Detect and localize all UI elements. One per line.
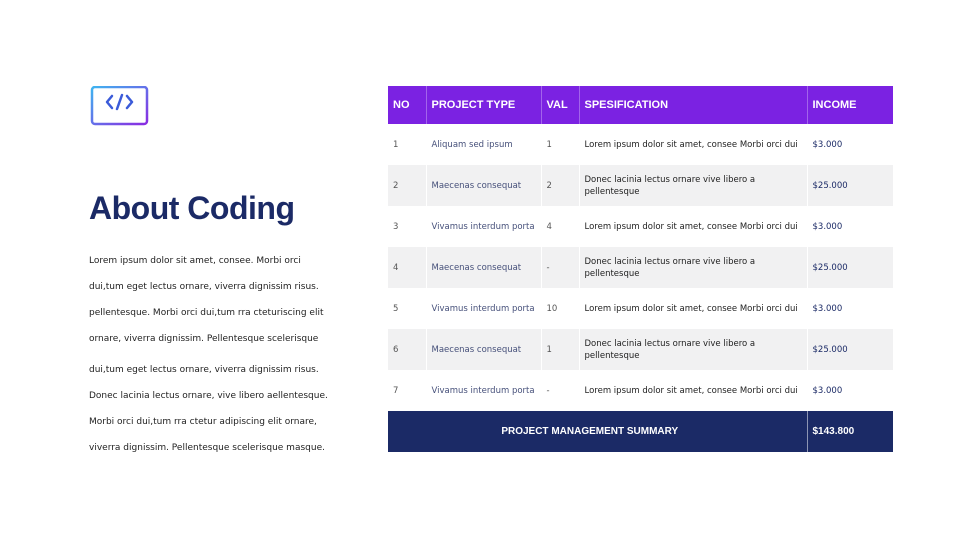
cell-no: 3: [388, 206, 426, 247]
paragraph-line: dui,tum eget lectus ornare, viverra dignissim risus.: [89, 282, 319, 292]
paragraph-line: Morbi orci dui,tum rra ctetur adipiscing elit ornare,: [89, 417, 317, 427]
paragraph-line: dui,tum eget lectus ornare, viverra dignissim risus.: [89, 365, 319, 375]
table-row: [388, 247, 893, 288]
cell-val: 1: [541, 124, 579, 165]
page-title: About Coding: [89, 190, 295, 226]
paragraph-line: Donec lacinia lectus ornare, vive libero aellentesque.: [89, 391, 328, 401]
cell-specification: Lorem ipsum dolor sit amet, consee Morbi orci dui: [579, 288, 807, 329]
column-header-income: INCOME: [812, 99, 857, 111]
column-header-no: NO: [388, 86, 426, 124]
cell-project-type: Vivamus interdum porta: [426, 206, 541, 247]
table-header-row: [388, 86, 893, 124]
project-table: [388, 86, 894, 452]
cell-no: 5: [388, 288, 426, 329]
paragraph-line: Lorem ipsum dolor sit amet, consee. Morbi orci: [89, 256, 301, 266]
cell-val: 2: [541, 165, 579, 206]
cell-income: $3.000: [807, 124, 893, 165]
column-header-specification: SPESIFICATION: [579, 86, 807, 124]
cell-specification: Donec lacinia lectus ornare vive libero a pellentesque: [579, 247, 807, 288]
cell-specification: Donec lacinia lectus ornare vive libero a pellentesque: [579, 165, 807, 206]
cell-val: 1: [541, 329, 579, 370]
table-row: [388, 329, 893, 370]
cell-income: $25.000: [807, 329, 893, 370]
cell-specification: Lorem ipsum dolor sit amet, consee Morbi orci dui: [579, 206, 807, 247]
cell-val: 4: [541, 206, 579, 247]
intro-paragraph: [89, 248, 339, 352]
cell-project-type: Vivamus interdum porta: [426, 370, 541, 411]
detail-paragraph: [89, 357, 339, 461]
cell-val: -: [541, 370, 579, 411]
cell-specification: Donec lacinia lectus ornare vive libero a pellentesque: [579, 329, 807, 370]
cell-no: 2: [388, 165, 426, 206]
code-monitor-icon: [90, 86, 150, 140]
cell-project-type: Maecenas consequat: [426, 165, 541, 206]
table-row: [388, 206, 893, 247]
cell-no: 7: [388, 370, 426, 411]
table-row: [388, 370, 893, 411]
cell-val: -: [541, 247, 579, 288]
cell-income: $3.000: [807, 206, 893, 247]
cell-project-type: Maecenas consequat: [426, 247, 541, 288]
column-header-val: VAL: [541, 86, 579, 124]
cell-no: 6: [388, 329, 426, 370]
cell-project-type: Vivamus interdum porta: [426, 288, 541, 329]
cell-income: $3.000: [807, 370, 893, 411]
paragraph-line: ornare, viverra dignissim. Pellentesque scelerisque: [89, 334, 319, 344]
cell-val: 10: [541, 288, 579, 329]
table-row: [388, 288, 893, 329]
column-header-project-type: PROJECT TYPE: [426, 86, 541, 124]
summary-label: PROJECT MANAGEMENT SUMMARY: [388, 411, 807, 452]
summary-total: $143.800: [812, 426, 855, 437]
cell-project-type: Aliquam sed ipsum: [426, 124, 541, 165]
cell-income: $3.000: [807, 288, 893, 329]
cell-income: $25.000: [807, 165, 893, 206]
cell-specification: Lorem ipsum dolor sit amet, consee Morbi orci dui: [579, 124, 807, 165]
table-row: [388, 124, 893, 165]
summary-row: [388, 411, 893, 452]
cell-income: $25.000: [807, 247, 893, 288]
cell-specification: Lorem ipsum dolor sit amet, consee Morbi orci dui: [579, 370, 807, 411]
cell-no: 1: [388, 124, 426, 165]
table-row: [388, 165, 893, 206]
paragraph-line: viverra dignissim. Pellentesque scelerisque masque.: [89, 443, 325, 453]
cell-no: 4: [388, 247, 426, 288]
paragraph-line: pellentesque. Morbi orci dui,tum rra cteturiscing elit: [89, 308, 324, 318]
cell-project-type: Maecenas consequat: [426, 329, 541, 370]
